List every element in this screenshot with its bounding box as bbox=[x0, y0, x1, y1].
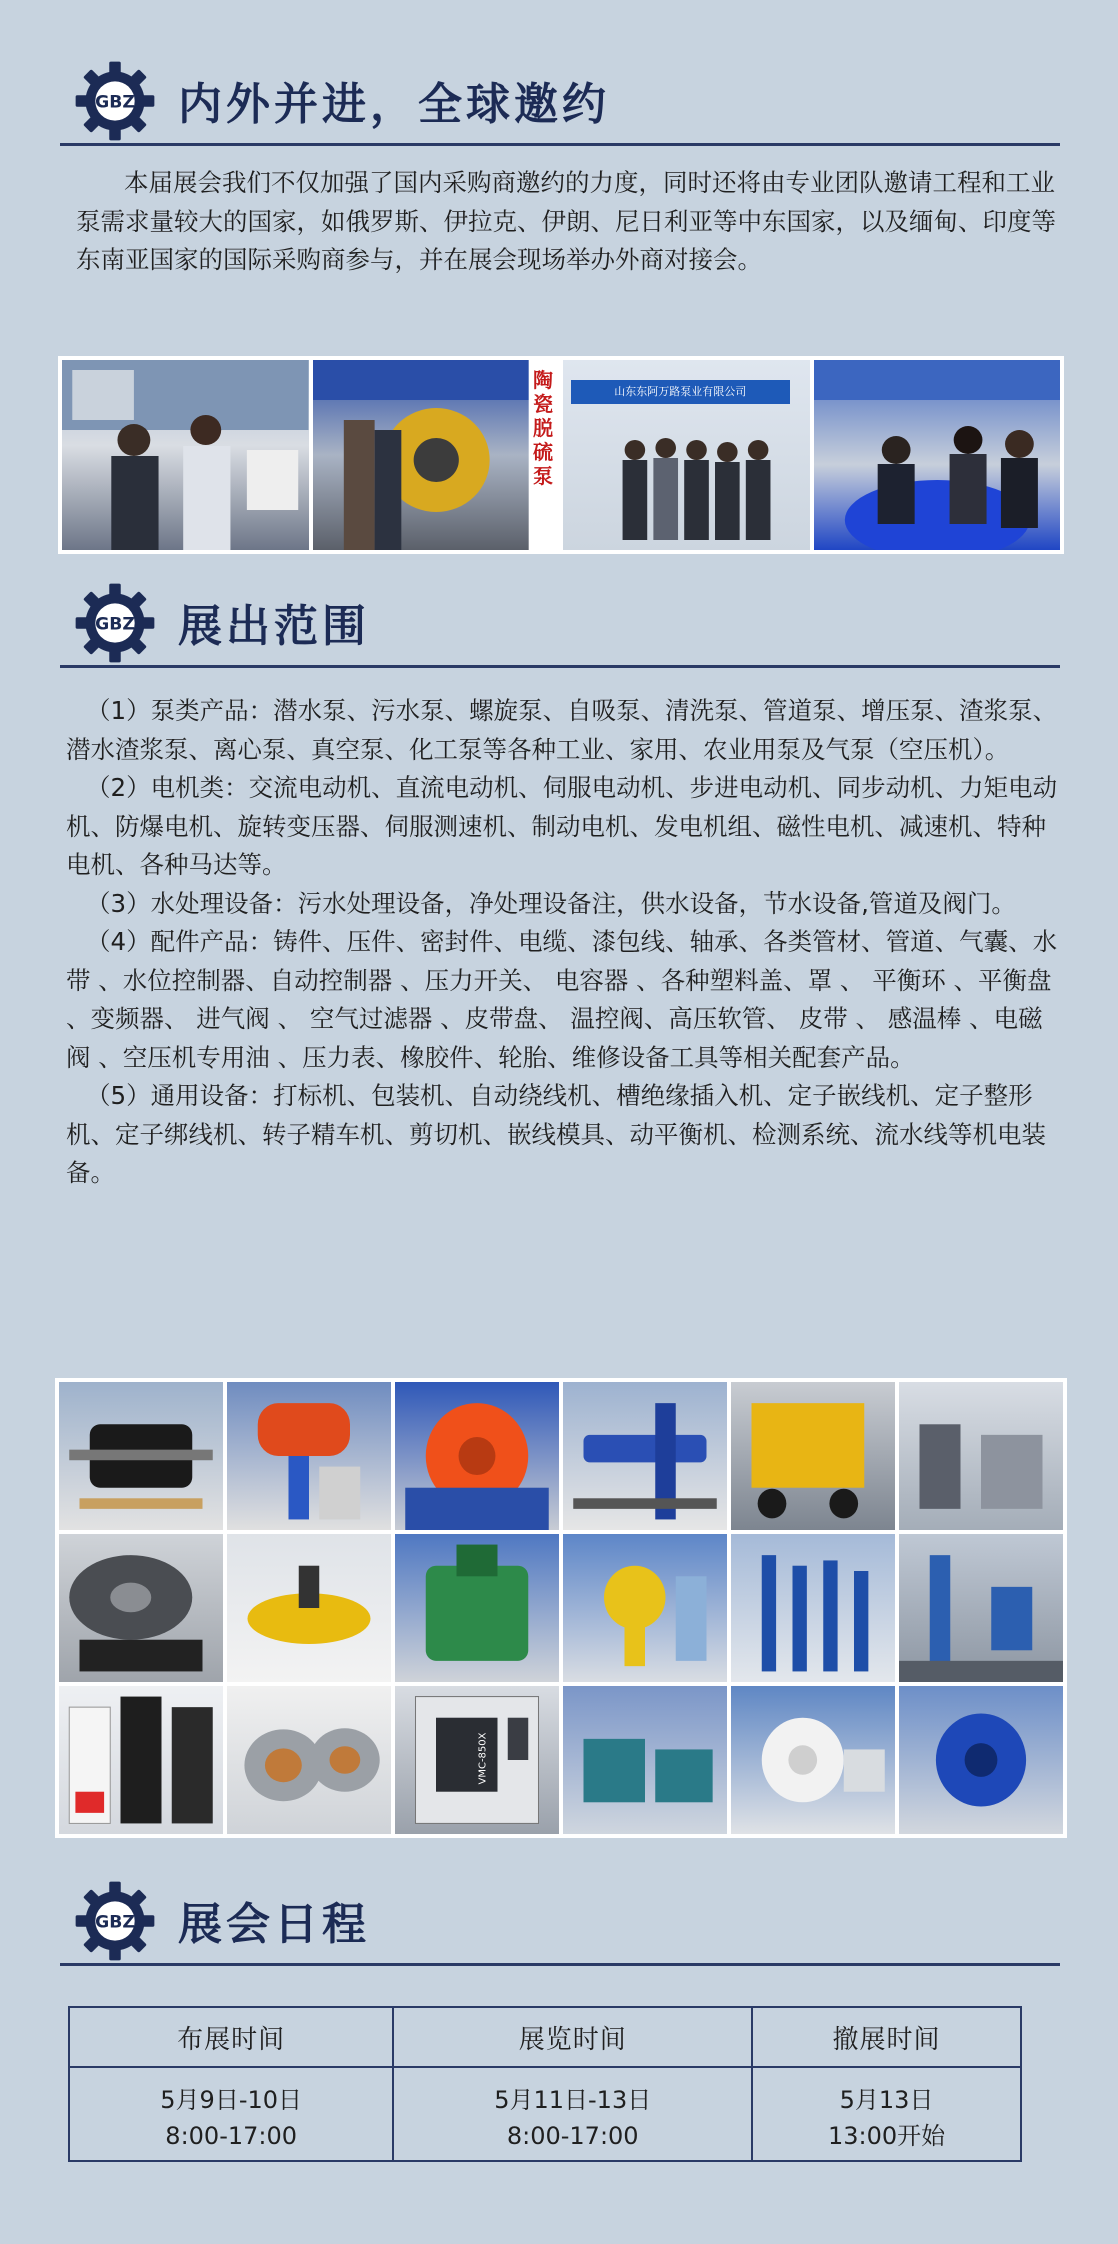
gbz-gear-logo-icon bbox=[74, 60, 156, 142]
section-title: 展会日程 bbox=[178, 1899, 370, 1950]
schedule-table bbox=[68, 2006, 1022, 2162]
header-teardown-time: 撤展时间 bbox=[752, 2007, 1021, 2067]
product-photo-blue-vertical-pump bbox=[563, 1382, 727, 1530]
machine-model-label: VMC-850X bbox=[477, 1732, 489, 1785]
product-photo-teal-motors bbox=[563, 1686, 727, 1834]
product-photo-motor-rotor bbox=[59, 1382, 223, 1530]
exhibition-hours: 8:00-17:00 bbox=[506, 2122, 639, 2150]
logo-text: GBZ bbox=[95, 1912, 135, 1933]
setup-date: 5月9日-10日 bbox=[160, 2086, 303, 2114]
product-photo-stator-cores bbox=[227, 1686, 391, 1834]
scope-item-pumps: （1）泵类产品：潜水泵、污水泵、螺旋泵、自吸泵、清洗泵、管道泵、增压泵、渣浆泵、潜水渣浆泵、离心泵、真空泵、化工泵等各种工业、家用、农业用泵及气泵（空压机）。 bbox=[66, 696, 1058, 764]
product-photo-booth-interior bbox=[899, 1382, 1063, 1530]
scope-item-motors: （2）电机类：交流电动机、直流电动机、伺服电动机、步进电动机、同步动机、力矩电动机、防爆电机、旋转变压器、伺服测速机、制动电机、发电机组、磁性电机、减速机、特种电机、各种马达等。 bbox=[66, 773, 1058, 879]
gbz-gear-logo-icon bbox=[74, 582, 156, 664]
section-header-exhibit-scope bbox=[60, 578, 1060, 668]
section-title: 展出范围 bbox=[178, 601, 370, 652]
logo-text: GBZ bbox=[95, 614, 135, 635]
teardown-date: 5月13日 bbox=[839, 2086, 934, 2114]
table-row bbox=[69, 2067, 1021, 2161]
booth-banner: 山东东阿万路泵业有限公司 bbox=[571, 380, 790, 404]
scope-list bbox=[66, 692, 1066, 1193]
product-photo-yellow-generator-cart bbox=[731, 1382, 895, 1530]
photo-visitors-blue-pump bbox=[814, 360, 1061, 550]
product-photo-impeller bbox=[59, 1534, 223, 1682]
teardown-hours: 13:00开始 bbox=[827, 2122, 946, 2150]
table-header-row bbox=[69, 2007, 1021, 2067]
product-photo-cnc-machine bbox=[395, 1686, 559, 1834]
pump-sign-label: 陶瓷脱硫泵 bbox=[533, 368, 553, 488]
exhibition-date: 5月11日-13日 bbox=[494, 2086, 652, 2114]
section-title: 内外并进，全球邀约 bbox=[178, 79, 610, 130]
header-setup-time: 布展时间 bbox=[69, 2007, 393, 2067]
section-header-schedule bbox=[60, 1876, 1060, 1966]
product-photo-blue-pipeline-pumps bbox=[899, 1534, 1063, 1682]
exhibition-photo-strip bbox=[58, 356, 1064, 554]
product-photo-orange-pump bbox=[227, 1382, 391, 1530]
section-divider bbox=[60, 143, 1060, 146]
scope-item-general-equipment: （5）通用设备：打标机、包装机、自动绕线机、槽绝缘插入机、定子嵌线机、定子整形机、定子绑线机、转子精车机、剪切机、嵌线模具、动平衡机、检测系统、流水线等机电装备。 bbox=[66, 1081, 1046, 1187]
setup-hours: 8:00-17:00 bbox=[165, 2122, 298, 2150]
product-photo-yellow-vertical-pumps bbox=[563, 1534, 727, 1682]
section-divider bbox=[60, 665, 1060, 668]
logo-text: GBZ bbox=[95, 92, 135, 113]
section-header-global-invitation bbox=[60, 56, 1060, 146]
product-photo-yellow-small-pump bbox=[227, 1534, 391, 1682]
photo-buyers-meeting bbox=[62, 360, 309, 550]
gbz-gear-logo-icon bbox=[74, 1880, 156, 1962]
photo-ceramic-desulfurization-pump bbox=[313, 360, 560, 550]
schedule-cell bbox=[393, 2067, 752, 2161]
product-photo-blue-slurry-pump bbox=[899, 1686, 1063, 1834]
section-divider bbox=[60, 1963, 1060, 1966]
scope-item-accessories: （4）配件产品：铸件、压件、密封件、电缆、漆包线、轴承、各类管材、管道、气囊、水带 、水位控制器、自动控制器 、压力开关、 电容器 、各种塑料盖、罩 、 平衡环 、平衡盘 、变频器、 进气阀 、 空气过滤器 、皮带盘、 温控阀、高压软管、 皮带 、 感温棒 、电磁阀 、空压机专用油 、压力表、橡胶件、轮胎、维修设备工具等相关配套产品。 bbox=[66, 927, 1058, 1072]
product-photo-blue-deep-well-pumps bbox=[731, 1534, 895, 1682]
product-photo-large-orange-slurry-pump bbox=[395, 1382, 559, 1530]
schedule-cell bbox=[752, 2067, 1021, 2161]
invitation-paragraph: 本届展会我们不仅加强了国内采购商邀约的力度，同时还将由专业团队邀请工程和工业泵需求量较大的国家，如俄罗斯、伊拉克、伊朗、尼日利亚等中东国家，以及缅甸、印度等东南亚国家的国际采购商参与，并在展会现场举办外商对接会。 bbox=[76, 168, 1056, 274]
schedule-cell bbox=[69, 2067, 393, 2161]
header-exhibition-time: 展览时间 bbox=[393, 2007, 752, 2067]
scope-item-water-treatment: （3）水处理设备：污水处理设备，净处理设备注，供水设备，节水设备,管道及阀门。 bbox=[86, 888, 1016, 918]
product-photo-grid bbox=[55, 1378, 1067, 1838]
photo-company-booth-group bbox=[563, 360, 810, 550]
product-photo-control-cabinets bbox=[59, 1686, 223, 1834]
product-photo-green-slurry-pump bbox=[395, 1534, 559, 1682]
product-photo-white-slurry-pump bbox=[731, 1686, 895, 1834]
